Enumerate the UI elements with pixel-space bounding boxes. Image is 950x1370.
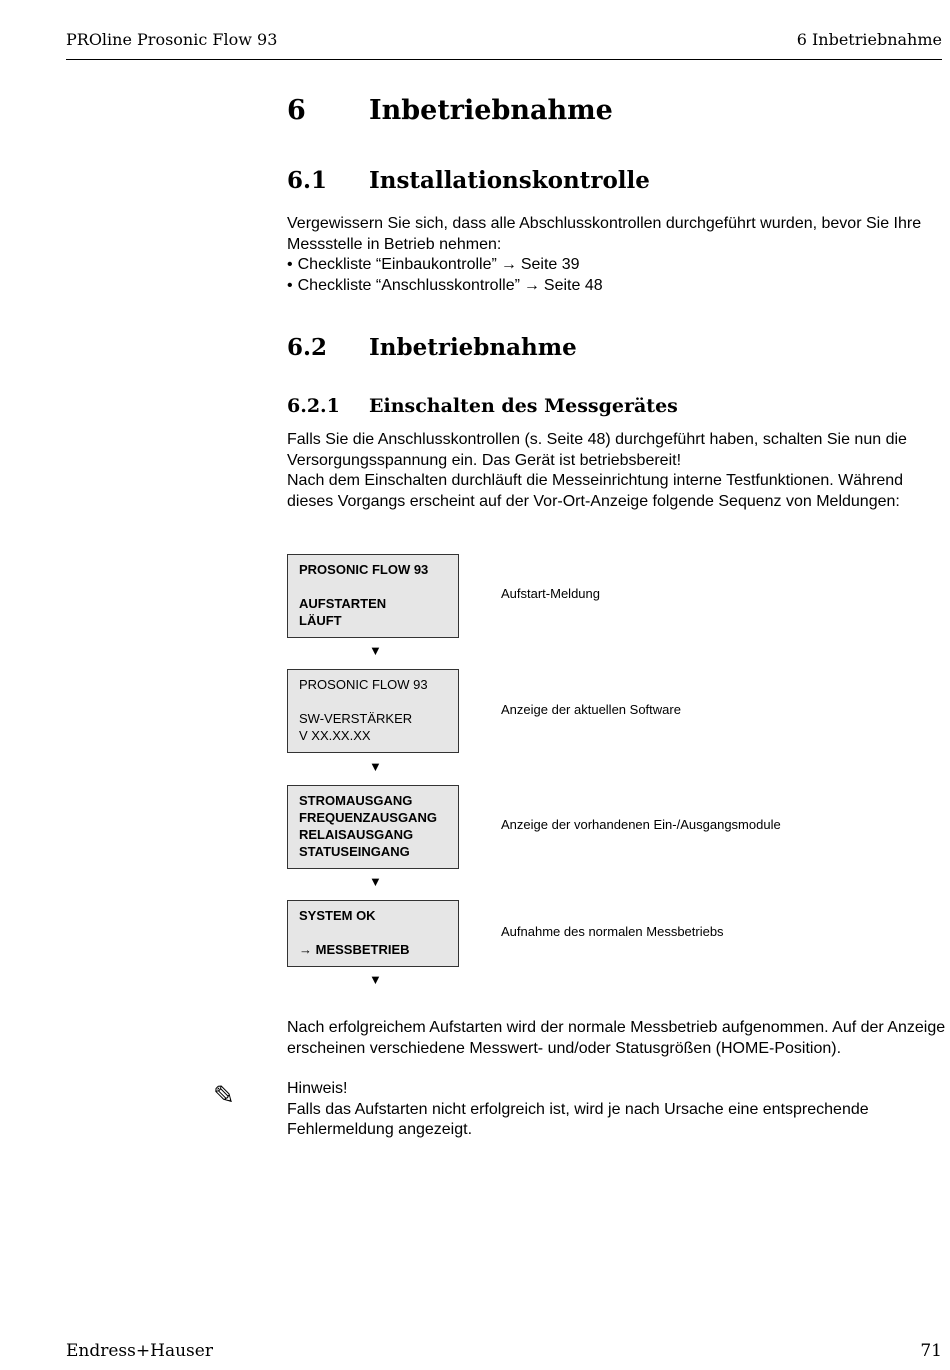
display-line: STATUSEINGANG (299, 844, 410, 859)
display-line (299, 924, 458, 941)
sequence-description: Aufstart-Meldung (501, 586, 600, 601)
list-item (287, 276, 947, 297)
paragraph: Nach erfolgreichem Aufstarten wird der normale Messbetrieb aufgenommen. Auf der Anzeige erscheinen verschiedene Messwert- und/oder Statusgrößen (HOME-Position). (287, 1019, 946, 1057)
running-header-chapter: 6 Inbetriebnahme (796, 30, 942, 49)
display-line: RELAISAUSGANG (299, 827, 414, 842)
chapter-title: Inbetriebnahme (369, 95, 613, 126)
installation-check-text (287, 214, 947, 296)
section-number: 6.2 (287, 334, 328, 361)
sequence-description: Anzeige der vorhandenen Ein-/Ausgangsmodule (501, 817, 781, 832)
subsection-title: Einschalten des Messgerätes (369, 395, 678, 417)
header-rule (66, 59, 942, 60)
sequence-description: Aufnahme des normalen Messbetriebs (501, 924, 724, 939)
intro-paragraph: Vergewissern Sie sich, dass alle Abschlusskontrollen durchgeführt wurden, bevor Sie Ihre Messstelle in Betrieb nehmen: (287, 215, 922, 253)
display-message-software (287, 669, 459, 753)
checklist-label: Checkliste “Anschlusskontrolle” (297, 276, 520, 294)
display-line: AUFSTARTEN (299, 596, 387, 611)
section-title: Inbetriebnahme (369, 334, 577, 361)
display-message-modules (287, 785, 459, 869)
display-line: PROSONIC FLOW 93 (299, 677, 428, 692)
page-number: 71 (920, 1341, 942, 1361)
subsection-number: 6.2.1 (287, 395, 340, 417)
display-line: SW-VERSTÄRKER (299, 711, 413, 726)
checklist-list (287, 255, 947, 296)
list-item (287, 255, 947, 276)
display-line: STROMAUSGANG (299, 793, 413, 808)
paragraph: Nach dem Einschalten durchläuft die Messeinrichtung interne Testfunktionen. Während dieses Vorgangs erscheint auf der Vor-Ort-Anzeige folgende Sequenz von Meldungen: (287, 472, 904, 510)
display-line: SYSTEM OK (299, 908, 376, 923)
display-message-system-ok (287, 900, 459, 967)
after-startup-text (287, 1018, 947, 1059)
chapter-number: 6 (287, 95, 306, 126)
note-text: Falls das Aufstarten nicht erfolgreich ist, wird je nach Ursache eine entsprechende Fehlermeldung angezeigt. (287, 1100, 869, 1138)
display-line: LÄUFT (299, 613, 342, 628)
arrow-right-icon: → (523, 276, 540, 294)
pencil-icon: ✎ (213, 1080, 235, 1110)
arrow-right-icon: → (500, 256, 517, 273)
sequence-description: Anzeige der aktuellen Software (501, 702, 681, 717)
section-number: 6.1 (287, 167, 328, 194)
paragraph: Falls Sie die Anschlusskontrollen (s. Seite 48) durchgeführt haben, schalten Sie nun die Versorgungsspannung ein. Das Gerät ist betriebsbereit! (287, 431, 907, 469)
triangle-down-icon: ▼ (369, 972, 382, 987)
switch-on-text (287, 430, 947, 512)
display-line (299, 693, 458, 710)
triangle-down-icon: ▼ (369, 759, 382, 774)
triangle-down-icon: ▼ (369, 643, 382, 658)
footer-brand: Endress+Hauser (66, 1341, 213, 1361)
checklist-label: Checkliste “Einbaukontrolle” (297, 256, 497, 273)
display-message-startup (287, 554, 459, 638)
running-header-title: PROline Prosonic Flow 93 (66, 30, 278, 49)
display-line: → MESSBETRIEB (299, 942, 410, 957)
section-title: Installationskontrolle (369, 167, 650, 194)
page-reference: Seite 48 (543, 276, 603, 294)
display-line: FREQUENZAUSGANG (299, 810, 437, 825)
display-line (299, 578, 458, 595)
note-block (287, 1079, 947, 1141)
display-line: V XX.XX.XX (299, 728, 371, 743)
note-title: Hinweis! (287, 1080, 348, 1097)
triangle-down-icon: ▼ (369, 874, 382, 889)
display-line: PROSONIC FLOW 93 (299, 562, 429, 577)
page-reference: Seite 39 (520, 256, 580, 273)
